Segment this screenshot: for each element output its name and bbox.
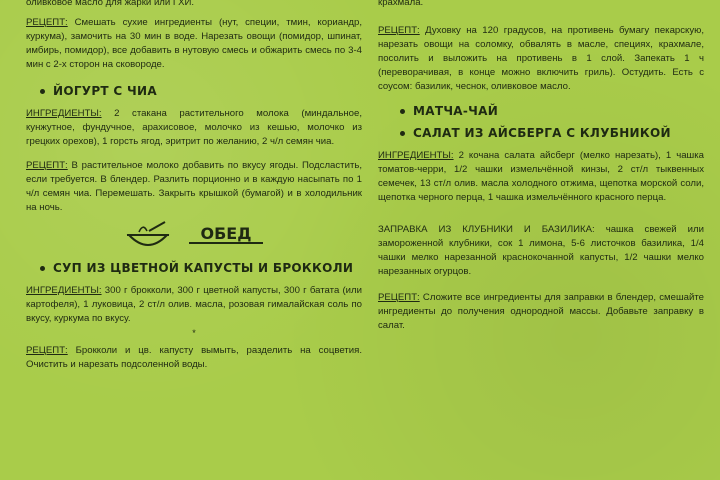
bullet-icon bbox=[400, 109, 405, 114]
salad-ingredients: ИНГРЕДИЕНТЫ: 2 кочана салата айсберг (мелко нарезать), 1 чашка томатов-черри, 1/2 чашки измельчённой кинзы, 2 ст/л тыквенных семечек, 13 ст/л олив. масла холодного отжима, щепотка морской соли, щепотка черного перца, 1 чашка измельчённого красного перца. bbox=[378, 150, 704, 203]
section-title: ОБЕД bbox=[189, 227, 264, 244]
ingredients-label: ИНГРЕДИЕНТЫ: bbox=[378, 150, 454, 161]
recipe-label: РЕЦЕПТ: bbox=[26, 345, 68, 356]
recipe-label: РЕЦЕПТ: bbox=[26, 160, 68, 171]
yogurt-ingredients: ИНГРЕДИЕНТЫ: 2 стакана растительного молока (миндальное, кунжутное, фундучное, арахисовое, молочко из кешью, молочко из грецких орехов), 1 горсть ягод, эритрит по желанию, 2 ч/л семян чиа. bbox=[26, 108, 362, 147]
soup-ingredients: ИНГРЕДИЕНТЫ: 300 г брокколи, 300 г цветной капусты, 300 г батата (или картофеля), 1 луковица, 2 ст/л олив. масла, розовая гималайская соль по вкусу, куркума по вкусу. bbox=[26, 285, 362, 324]
salad-heading: САЛАТ ИЗ АЙСБЕРГА С КЛУБНИКОЙ bbox=[400, 126, 704, 140]
intro-tail-left: оливковое масло для жарки или ГХИ. bbox=[26, 0, 195, 8]
bullet-icon bbox=[40, 266, 45, 271]
dressing-paragraph: ЗАПРАВКА ИЗ КЛУБНИКИ И БАЗИЛИКА: чашка свежей или замороженной клубники, сок 1 лимона, 5-6 листочков базилика, 1/4 чашки мелко нарезанной краснокочанной капусты, 1/2 чашки мелко нарезанных огурцов. bbox=[378, 224, 704, 277]
matcha-heading: МАТЧА-ЧАЙ bbox=[400, 104, 704, 118]
divider-mark: * bbox=[192, 328, 196, 338]
left-column bbox=[26, 0, 362, 372]
recipe-paragraph: РЕЦЕПТ: Духовку на 120 градусов, на противень бумагу пекарскую, нарезать овощи на соломку, обвалять в масле, специях, крахмале, посолить и выложить на противень в 1 слой. Запекать 1 ч (переворачивая, в конце можно включить гриль). Остудить. Есть с соусом: базилик, чеснок, оливковое масло. bbox=[378, 25, 704, 92]
bullet-icon bbox=[40, 89, 45, 94]
salad-recipe: РЕЦЕПТ: Сложите все ингредиенты для заправки в блендер, смешайте ингредиенты до получения однородной массы. Добавьте заправку в салат. bbox=[378, 292, 704, 331]
recipe-label: РЕЦЕПТ: bbox=[378, 292, 420, 303]
right-column bbox=[378, 0, 704, 333]
soup-heading: СУП ИЗ ЦВЕТНОЙ КАПУСТЫ И БРОККОЛИ bbox=[40, 261, 362, 275]
lunch-section-header bbox=[26, 219, 362, 251]
recipe-label: РЕЦЕПТ: bbox=[378, 25, 420, 36]
soup-recipe: РЕЦЕПТ: Брокколи и цв. капусту вымыть, разделить на соцветия. Очистить и нарезать подсоленной воды. bbox=[26, 345, 362, 370]
intro-tail-right: крахмала. bbox=[378, 0, 424, 8]
ingredients-label: ИНГРЕДИЕНТЫ: bbox=[26, 108, 102, 119]
yogurt-heading: ЙОГУРТ С ЧИА bbox=[40, 84, 362, 98]
yogurt-recipe: РЕЦЕПТ: В растительное молоко добавить по вкусу ягоды. Подсластить, если требуется. В блендер. Разлить порционно и в каждую насыпать по 1 ч/л семян чиа. Перемешать. Закрыть крышкой (бумагой) и в холодильник на ночь. bbox=[26, 160, 362, 213]
recipe-label: РЕЦЕПТ: bbox=[26, 17, 68, 28]
bullet-icon bbox=[400, 131, 405, 136]
soup-bowl-icon bbox=[125, 219, 171, 251]
recipe1-paragraph: РЕЦЕПТ: Смешать сухие ингредиенты (нут, специи, тмин, кориандр, куркума), замочить на 30 мин в воде. Нарезать овощи (помидор, шпинат, имбирь, помидор), все добавить в нутовую смесь и обжарить смесь по 3-4 мин с 2-х сторон на сковороде. bbox=[26, 17, 362, 70]
ingredients-label: ИНГРЕДИЕНТЫ: bbox=[26, 285, 102, 296]
